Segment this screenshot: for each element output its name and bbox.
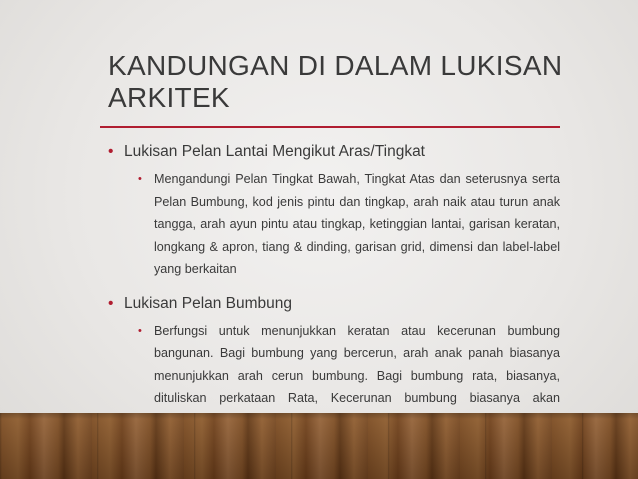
bullet-roof-plan-text: Lukisan Pelan Bumbung: [124, 294, 293, 312]
title-underline: [100, 126, 560, 128]
bullet-icon: •: [138, 324, 142, 337]
wood-floor-decoration: [0, 413, 638, 479]
sub-bullet-floor-plan-text: Mengandungi Pelan Tingkat Bawah, Tingkat Atas dan seterusnya serta Pelan Bumbung, kod jenis pintu dan tingkap, arah naik atau turun anak tangga, arah ayun pintu atau tingkap, ketinggian lantai, garisan keratan, longkang & apron, tiang & dinding, garisan grid, dimensi dan label-label yang berkaitan: [154, 172, 560, 276]
bullet-roof-plan: [108, 293, 560, 315]
bullet-floor-plan-text: Lukisan Pelan Lantai Mengikut Aras/Tingkat: [124, 143, 425, 160]
sub-bullet-roof-plan-text: Berfungsi untuk menunjukkan keratan atau kecerunan bumbung bangunan. Bagi bumbung yang bercerun, arah anak panah biasanya menunjukkan arah cerun bumbung. Bagi bumbung rata, biasanya, dituliskan perkataan Rata, Kecerunan bumbung biasanya akan: [154, 323, 560, 405]
slide-content: [108, 141, 560, 432]
bullet-floor-plan: [108, 141, 560, 163]
bullet-icon: •: [108, 143, 114, 160]
bullet-icon: •: [138, 173, 142, 185]
sub-bullet-floor-plan: [138, 168, 560, 281]
bullet-icon: •: [108, 294, 114, 312]
slide-title: KANDUNGAN DI DALAM LUKISAN ARKITEK: [108, 50, 563, 113]
